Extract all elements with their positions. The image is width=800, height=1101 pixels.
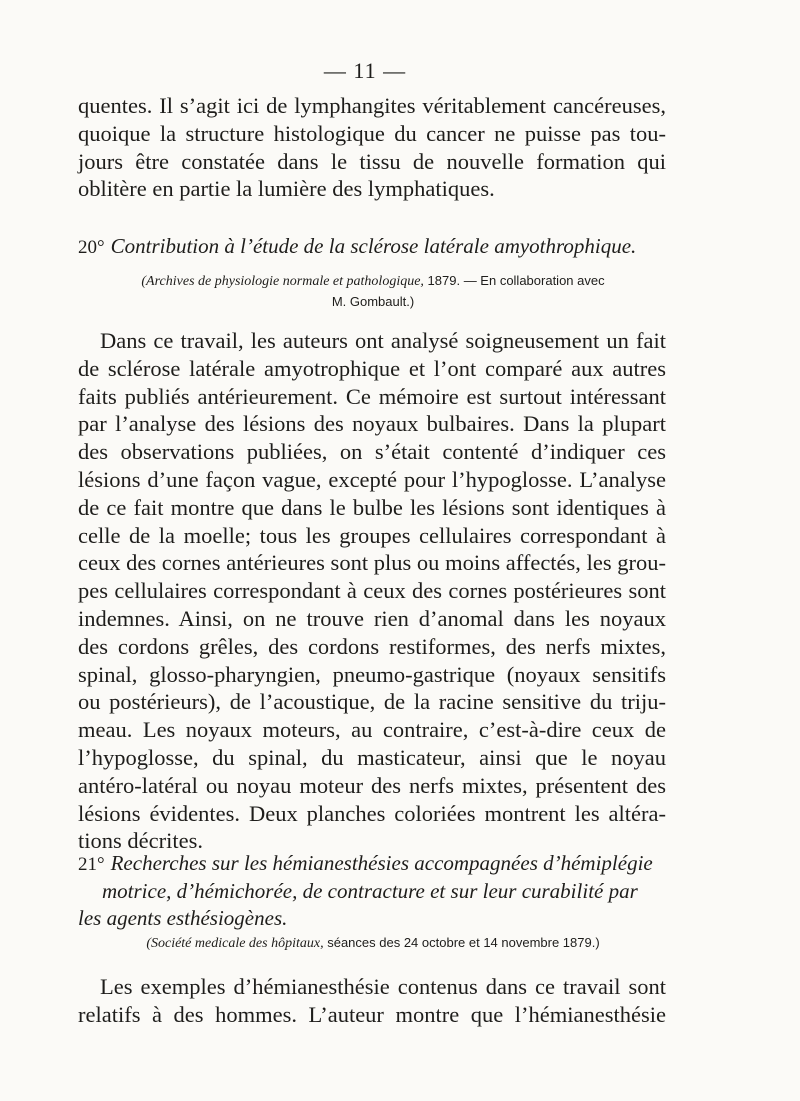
text-line: ceux des cornes antérieures sont plus ou moins affectés, les grou- — [78, 550, 666, 576]
text-line: faits publiés antérieurement. Ce mémoire est surtout intéressant — [78, 383, 666, 409]
text-line: quentes. Il s’agit ici de lymphangites véritablement cancéreuses, — [78, 93, 666, 118]
section-20-body — [78, 327, 666, 855]
text-line: lésions d’une façon vague, excepté pour l’hypoglosse. L’analyse — [78, 466, 666, 492]
text-line: ou postérieurs), de l’acoustique, de la racine sensitive du triju- — [78, 689, 666, 715]
section-number: 20° — [78, 237, 105, 258]
section-title-line: Recherches sur les hémianesthésies accompagnées d’hémiplégie — [110, 851, 653, 875]
text-line: des observations publiées, on s’était contenté d’indiquer ces — [78, 439, 666, 465]
section-title-line: motrice, d’hémichorée, de contracture et sur leur curabilité par — [102, 879, 638, 903]
source-detail: 1879. — En collaboration avec — [427, 273, 605, 288]
text-line: de ce fait montre que dans le bulbe les lésions sont identiques à — [78, 494, 666, 520]
page-number: — 11 — — [323, 58, 407, 83]
text-line: oblitère en partie la lumière des lymphatiques. — [78, 176, 495, 202]
section-21-heading — [78, 850, 668, 932]
text-line: spinal, glosso-pharyngien, pneumo-gastrique (noyaux sensitifs — [78, 661, 666, 687]
section-title-line: les agents esthésiogènes. — [78, 906, 288, 930]
section-number: 21° — [78, 854, 105, 875]
text-line: quoique la structure histologique du cancer ne puisse pas tou- — [78, 120, 666, 146]
text-line: lésions évidentes. Deux planches coloriées montrent les altéra- — [78, 800, 666, 826]
section-20-heading — [78, 233, 668, 261]
source-detail: séances des 24 octobre et 14 novembre 1879.) — [327, 935, 600, 950]
section-title: Contribution à l’étude de la sclérose latérale amyothrophique. — [110, 234, 637, 258]
text-line: antéro-latéral ou noyau moteur des nerfs mixtes, présentent des — [78, 772, 666, 798]
text-line: relatifs à des hommes. L’auteur montre que l’hémianesthésie — [78, 1001, 666, 1027]
section-21-source — [78, 933, 668, 954]
text-line: l’hypoglosse, du spinal, du masticateur, ainsi que le noyau — [78, 744, 666, 770]
text-line: de sclérose latérale amyotrophique et l’ont comparé aux autres — [78, 355, 666, 381]
text-line: Dans ce travail, les auteurs ont analysé soigneusement un fait — [100, 328, 666, 353]
source-journal: (Archives de physiologie normale et pathologique, — [141, 274, 424, 289]
text-line: meau. Les noyaux moteurs, au contraire, c’est-à-dire ceux de — [78, 717, 666, 743]
text-line: par l’analyse des lésions des noyaux bulbaires. Dans la plupart — [78, 411, 666, 437]
source-detail-line2: M. Gombault.) — [331, 294, 415, 309]
paragraph-continuation — [78, 92, 666, 203]
text-line: tions décrites. — [78, 828, 203, 854]
text-line: des cordons grêles, des cordons restiformes, des nerfs mixtes, — [78, 633, 666, 659]
text-line: Les exemples d’hémianesthésie contenus dans ce travail sont — [100, 974, 666, 999]
text-line: pes cellulaires correspondant à ceux des cornes postérieures sont — [78, 578, 666, 604]
text-line: indemnes. Ainsi, on ne trouve rien d’anomal dans les noyaux — [78, 605, 666, 631]
text-line: jours être constatée dans le tissu de nouvelle formation qui — [78, 148, 666, 174]
section-21-body — [78, 973, 666, 1029]
section-20-source — [78, 271, 668, 312]
source-journal: (Société medicale des hôpitaux, — [146, 936, 324, 951]
text-line: celle de la moelle; tous les groupes cellulaires correspondant à — [78, 522, 666, 548]
